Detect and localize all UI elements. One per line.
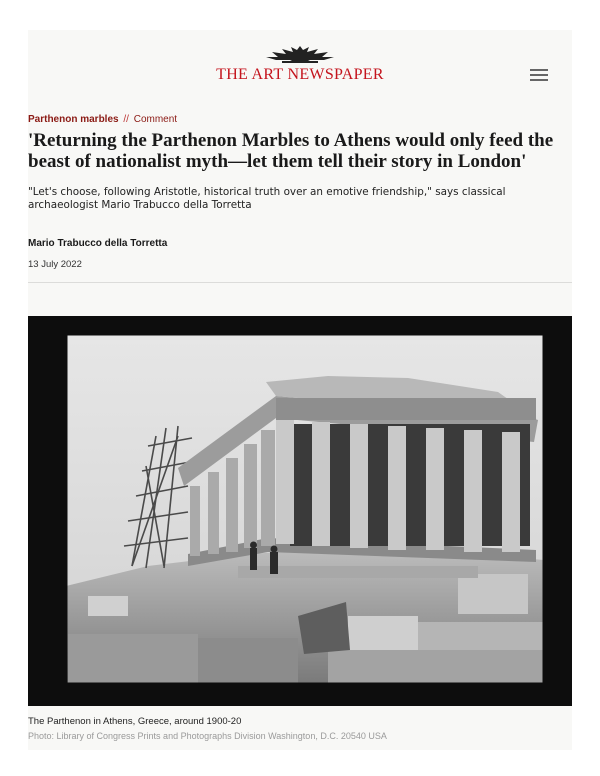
topic-tag-link[interactable]: Parthenon marbles (28, 114, 119, 125)
parthenon-photo (28, 316, 572, 706)
article-kicker (28, 114, 177, 126)
article-standfirst: "Let's choose, following Aristotle, historical truth over an emotive friendship," says classical archaeologist Mario Trabucco della Torretta (28, 186, 506, 211)
hamburger-menu-icon[interactable] (530, 68, 550, 82)
site-header (28, 30, 572, 102)
publish-date: 13 July 2022 (28, 259, 82, 270)
site-logo-text[interactable]: THE ART NEWSPAPER (216, 66, 384, 83)
article-headline: 'Returning the Parthenon Marbles to Athens would only feed the beast of nationalist myth—let them tell their story in London' (28, 130, 554, 172)
article-page (28, 30, 572, 750)
eagle-crest-icon[interactable] (262, 44, 338, 64)
author-link[interactable]: Mario Trabucco della Torretta (28, 238, 168, 249)
image-caption: The Parthenon in Athens, Greece, around 1900-20 (28, 716, 242, 727)
image-credit: Photo: Library of Congress Prints and Photographs Division Washington, D.C. 20540 USA (28, 731, 387, 741)
kicker-separator: // (123, 114, 129, 125)
category-label: Comment (133, 114, 178, 125)
divider (28, 282, 572, 283)
